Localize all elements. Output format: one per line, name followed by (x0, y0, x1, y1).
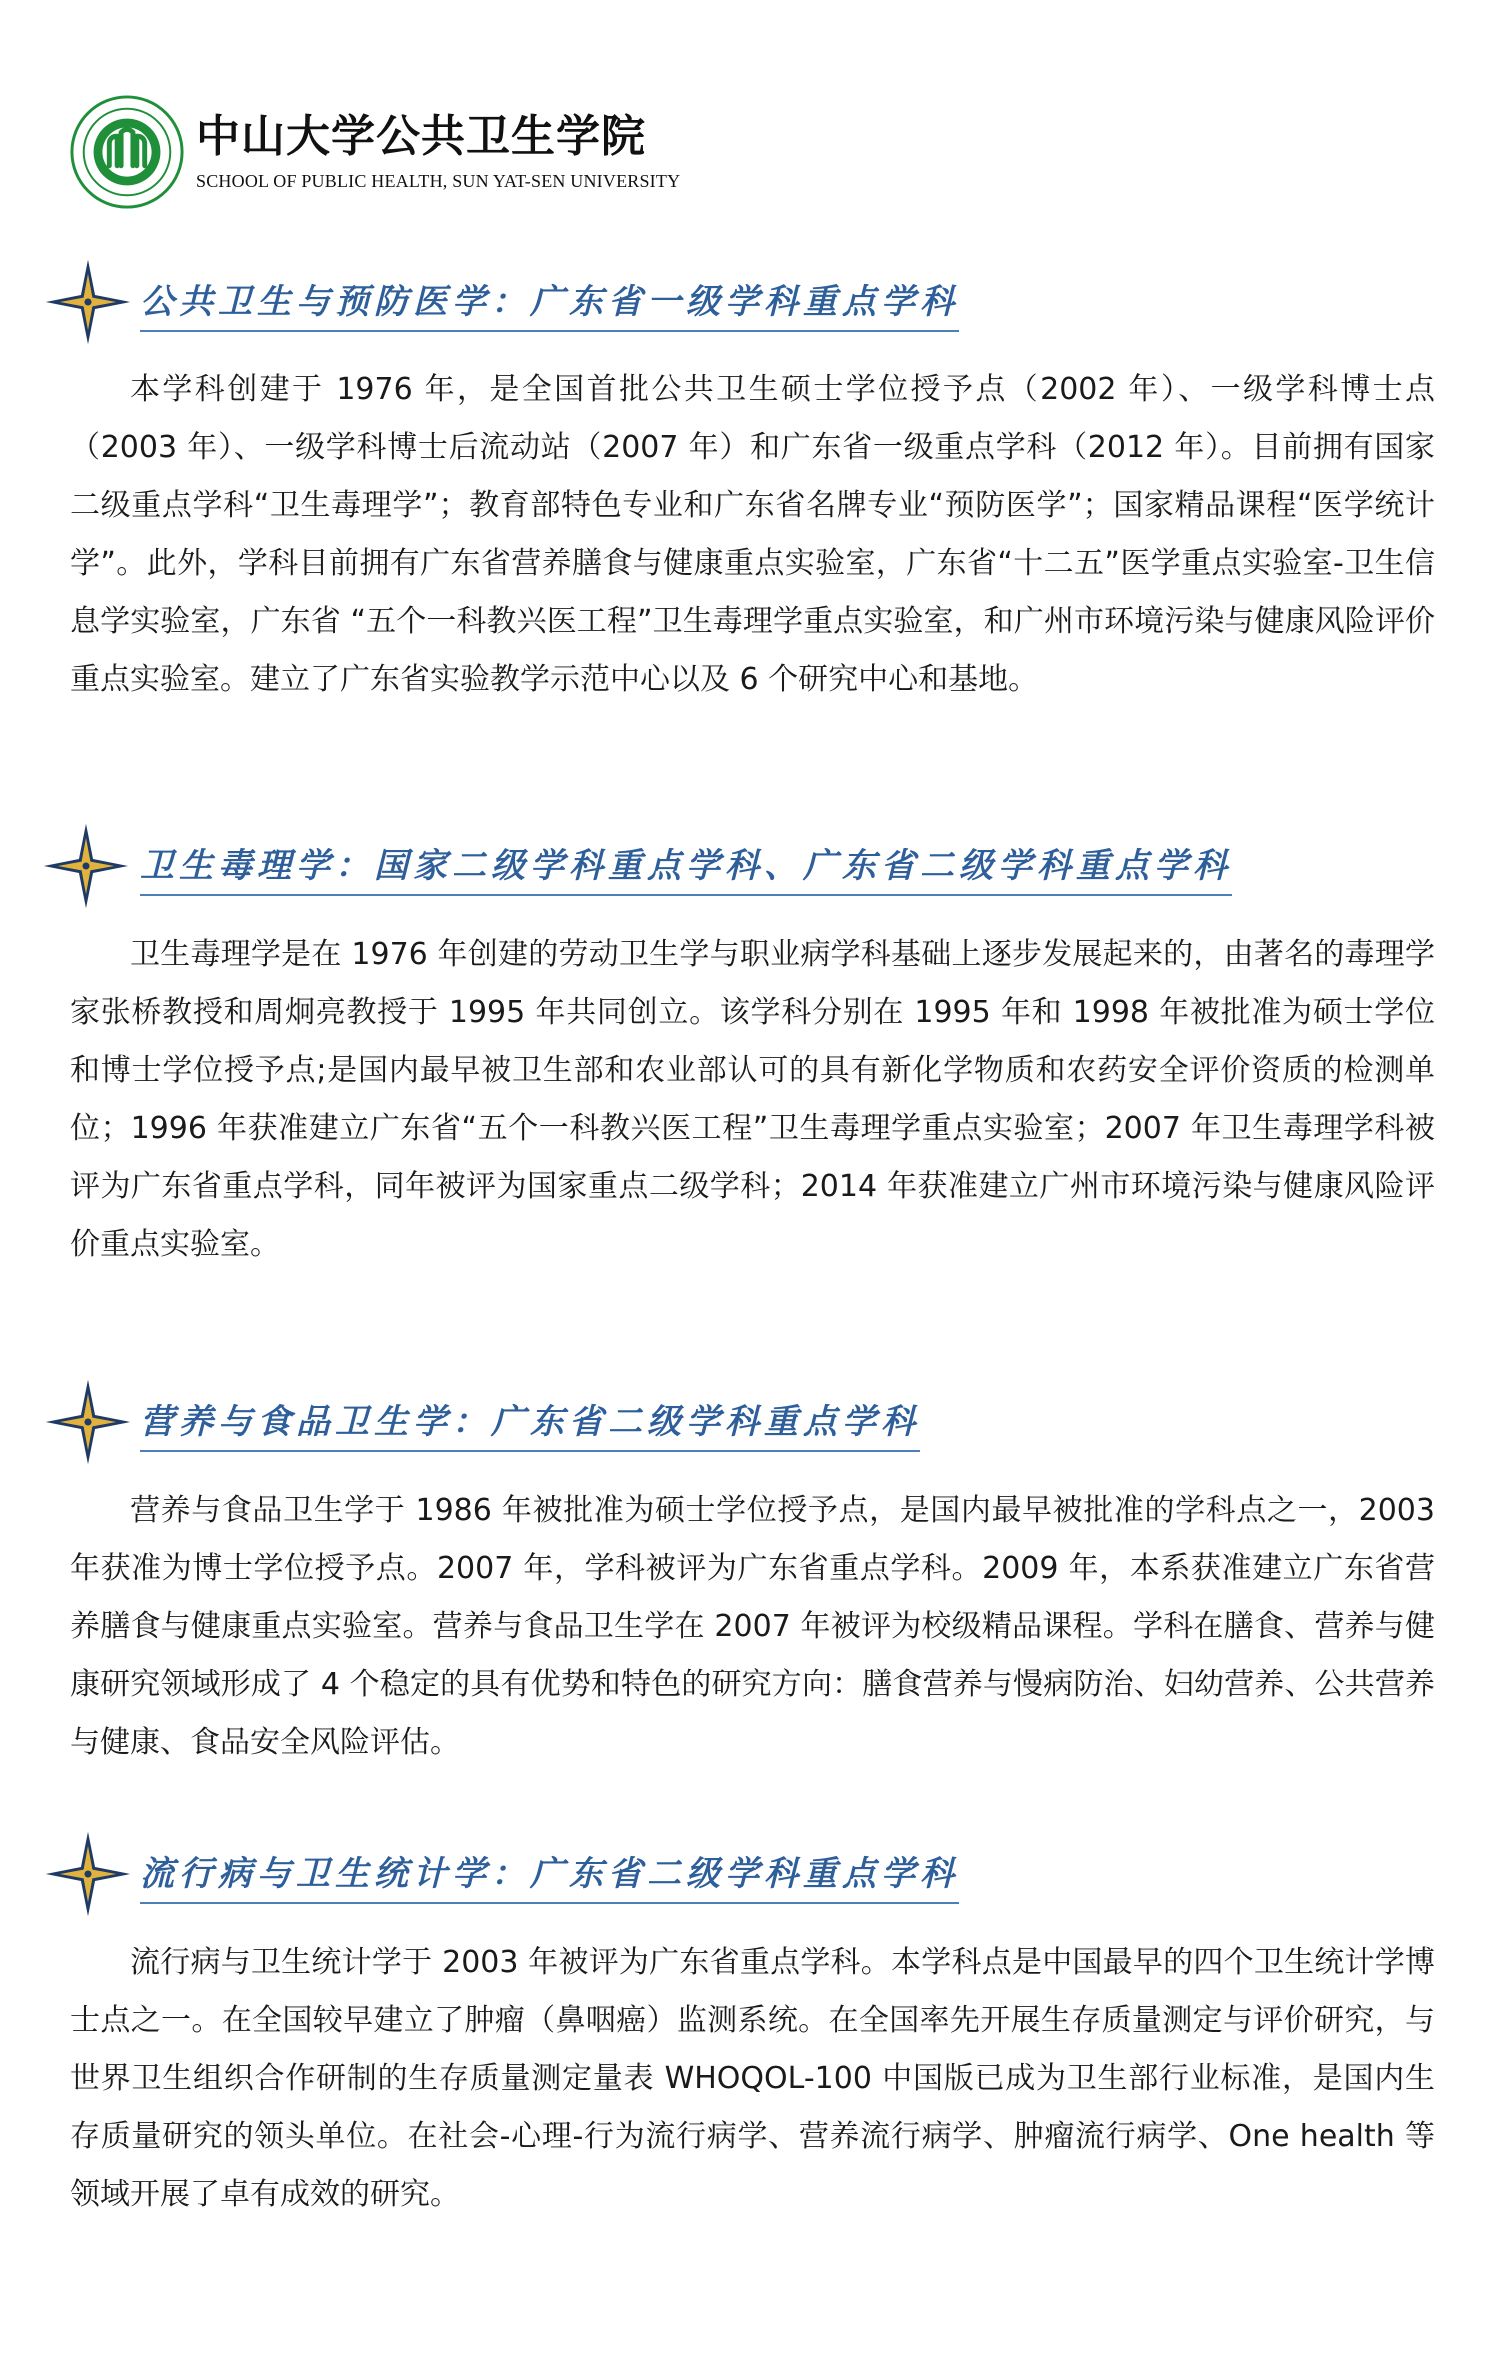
section-heading (0, 1830, 1500, 1920)
section-public-health (0, 258, 1500, 697)
compass-star-icon (44, 1830, 132, 1918)
section-body: 本学科创建于 1976 年，是全国首批公共卫生硕士学位授予点（2002 年）、一级学科博士点（2003 年）、一级学科博士后流动站（2007 年）和广东省一级重点学科（2012 年）。目前拥有国家二级重点学科“卫生毒理学”；教育部特色专业和广东省名牌专业“预防医学”；国家精品课程“医学统计学”。此外，学科目前拥有广东省营养膳食与健康重点实验室，广东省“十二五”医学重点实验室-卫生信息学实验室，广东省 “五个一科教兴医工程”卫生毒理学重点实验室，和广州市环境污染与健康风险评价重点实验室。建立了广东省实验教学示范中心以及 6 个研究中心和基地。 (70, 372, 1435, 697)
school-name-block (196, 110, 680, 194)
section-title: 公共卫生与预防医学：广东省一级学科重点学科 (140, 280, 959, 332)
section-nutrition (0, 1378, 1500, 1760)
section-toxicology (0, 822, 1500, 1262)
section-title: 流行病与卫生统计学：广东省二级学科重点学科 (140, 1852, 959, 1904)
compass-star-icon (44, 1378, 132, 1466)
school-header (68, 92, 680, 212)
compass-star-icon (42, 822, 130, 910)
section-body: 卫生毒理学是在 1976 年创建的劳动卫生学与职业病学科基础上逐步发展起来的，由著名的毒理学家张桥教授和周炯亮教授于 1995 年共同创立。该学科分别在 1995 年和 1998 年被批准为硕士学位和博士学位授予点;是国内最早被卫生部和农业部认可的具有新化学物质和农药安全评价资质的检测单位；1996 年获准建立广东省“五个一科教兴医工程”卫生毒理学重点实验室；2007 年卫生毒理学科被评为广东省重点学科，同年被评为国家重点二级学科；2014 年获准建立广州市环境污染与健康风险评价重点实验室。 (70, 937, 1435, 1262)
section-epidemiology (0, 1830, 1500, 2212)
section-title: 营养与食品卫生学：广东省二级学科重点学科 (140, 1400, 920, 1452)
section-heading (0, 822, 1500, 912)
school-emblem-icon (68, 93, 186, 211)
school-name-en: SCHOOL OF PUBLIC HEALTH, SUN YAT-SEN UNIVERSITY (196, 171, 681, 191)
section-body: 流行病与卫生统计学于 2003 年被评为广东省重点学科。本学科点是中国最早的四个卫生统计学博士点之一。在全国较早建立了肿瘤（鼻咽癌）监测系统。在全国率先开展生存质量测定与评价研究，与世界卫生组织合作研制的生存质量测定量表 WHOQOL-100 中国版已成为卫生部行业标准，是国内生存质量研究的领头单位。在社会-心理-行为流行病学、营养流行病学、肿瘤流行病学、One health 等领域开展了卓有成效的研究。 (70, 1945, 1435, 2212)
section-title: 卫生毒理学：国家二级学科重点学科、广东省二级学科重点学科 (140, 844, 1232, 896)
compass-star-icon (44, 258, 132, 346)
section-heading (0, 258, 1500, 348)
section-heading (0, 1378, 1500, 1468)
school-name-cn: 中山大学公共卫生学院 (196, 111, 646, 162)
section-body: 营养与食品卫生学于 1986 年被批准为硕士学位授予点，是国内最早被批准的学科点之一，2003 年获准为博士学位授予点。2007 年，学科被评为广东省重点学科。2009 年，本系获准建立广东省营养膳食与健康重点实验室。营养与食品卫生学在 2007 年被评为校级精品课程。学科在膳食、营养与健康研究领域形成了 4 个稳定的具有优势和特色的研究方向：膳食营养与慢病防治、妇幼营养、公共营养与健康、食品安全风险评估。 (70, 1493, 1435, 1760)
